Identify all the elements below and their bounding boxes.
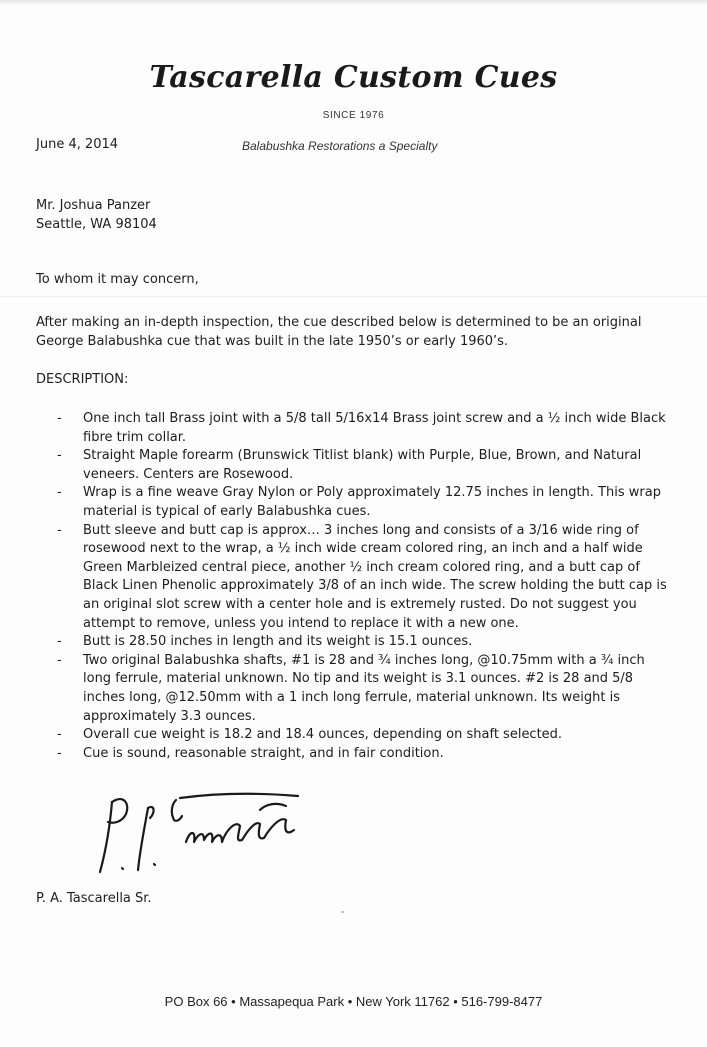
list-item-text: Butt sleeve and butt cap is approx… 3 inches long and consists of a 3/16 wide ring of rosewood next to the wrap, a ½ inch wide cream colored ring, an inch and a half wide Green Marbleized central piece, another ½ inch cream colored ring, and a butt cap of Black Linen Phenolic approximately 3/8 of an inch wide. The screw holding the butt cap is an original slot screw with a center hole and is extremely rusted. Do not suggest you attempt to remove, unless you intend to replace it with a new one. — [83, 522, 667, 631]
list-item — [0, 484, 707, 521]
list-item — [0, 726, 707, 745]
list-item-text: Two original Balabushka shafts, #1 is 28 and ¾ inches long, @10.75mm with a ¾ inch long ferrule, material unknown. No tip and its weight is 3.1 ounces. #2 is 28 and 5/8 inches long, @12.50mm with a 1 inch long ferrule, material unknown. Its weight is approximately 3.3 ounces. — [83, 652, 645, 724]
intro-paragraph: After making an in-depth inspection, the cue described below is determined to be an original George Balabushka cue that was built in the late 1950’s or early 1960’s. — [36, 315, 642, 349]
paper-speck — [341, 911, 344, 913]
list-item-text: Wrap is a fine weave Gray Nylon or Poly approximately 12.75 inches in length. This wrap material is typical of early Balabushka cues. — [83, 485, 661, 519]
recipient-address — [36, 196, 157, 234]
recipient-city: Seattle, WA 98104 — [36, 217, 157, 232]
salutation: To whom it may concern, — [36, 272, 199, 287]
list-bullet: - — [57, 727, 62, 743]
list-bullet: - — [57, 522, 62, 538]
list-item-text: Butt is 28.50 inches in length and its weight is 15.1 ounces. — [83, 634, 473, 650]
list-item — [0, 410, 707, 447]
footer-address: PO Box 66 • Massapequa Park • New York 11762 • 516-799-8477 — [164, 994, 543, 1009]
description-heading: DESCRIPTION: — [36, 372, 129, 387]
list-bullet: - — [57, 485, 62, 501]
paper-fold-line — [0, 296, 707, 297]
since-line: SINCE 1976 — [322, 110, 385, 121]
list-item-text: Overall cue weight is 18.2 and 18.4 ounces, depending on shaft selected. — [83, 727, 563, 743]
list-bullet: - — [57, 652, 62, 668]
signature-graphic — [90, 790, 320, 880]
list-item-text: One inch tall Brass joint with a 5/8 tall 5/16x14 Brass joint screw and a ½ inch wide Black fibre trim collar. — [83, 411, 666, 445]
company-logo: Tascarella Custom Cues — [149, 60, 558, 95]
list-item — [0, 522, 707, 634]
recipient-name: Mr. Joshua Panzer — [36, 198, 151, 213]
list-item — [0, 447, 707, 484]
list-item-text: Straight Maple forearm (Brunswick Titlist blank) with Purple, Blue, Brown, and Natural veneers. Centers are Rosewood. — [83, 448, 642, 482]
list-item — [0, 633, 707, 652]
list-item — [0, 652, 707, 726]
list-item — [0, 745, 707, 764]
letterhead-tagline: Balabushka Restorations a Specialty — [242, 139, 438, 153]
list-item-text: Cue is sound, reasonable straight, and in fair condition. — [83, 745, 444, 761]
list-bullet: - — [57, 745, 62, 761]
list-bullet: - — [57, 411, 62, 426]
list-bullet: - — [57, 634, 62, 650]
letter-date: June 4, 2014 — [36, 137, 119, 152]
paper-top-edge — [0, 0, 707, 6]
signer-name: P. A. Tascarella Sr. — [36, 891, 152, 906]
handwritten-signature — [90, 790, 320, 884]
description-list — [0, 410, 707, 763]
list-bullet: - — [57, 448, 62, 464]
